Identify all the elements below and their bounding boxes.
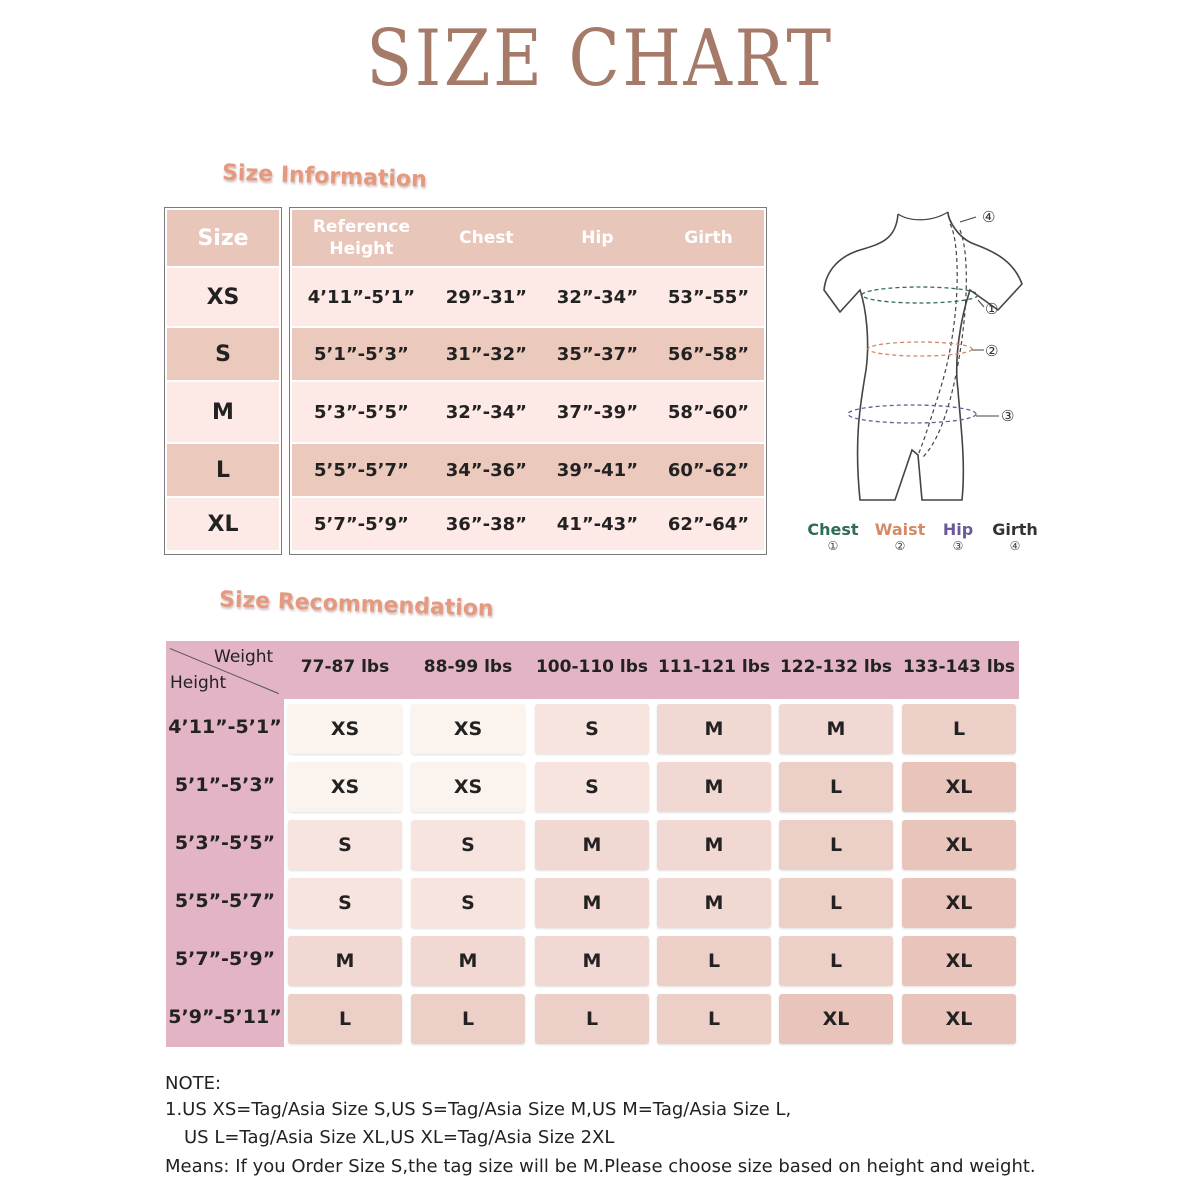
size-row	[167, 498, 279, 550]
height-value: 5’3”-5’5”	[313, 401, 409, 423]
recommended-size-cell: S	[535, 762, 649, 812]
note-line-1: 1.US XS=Tag/Asia Size S,US S=Tag/Asia Size M,US M=Tag/Asia Size L,	[165, 1099, 792, 1120]
legend-waist-label: Waist	[874, 520, 926, 539]
recommended-size-cell: L	[779, 936, 893, 986]
height-row-label: 5’9”-5’11”	[168, 1006, 282, 1028]
size-header: Size	[197, 225, 249, 251]
legend-waist	[870, 520, 930, 553]
page-title: SIZE CHART	[366, 14, 834, 104]
size-row	[167, 382, 279, 442]
recommended-size-cell: M	[657, 820, 771, 870]
legend-hip-number: ③	[952, 539, 964, 553]
height-row-label: 5’3”-5’5”	[174, 832, 276, 854]
height-row-label: 5’1”-5’3”	[174, 774, 276, 796]
weight-column-header: 77-87 lbs	[300, 657, 390, 677]
body-measurement-figure	[800, 200, 1050, 570]
height-row-label: 5’5”-5’7”	[174, 890, 276, 912]
recommended-size-cell: L	[657, 994, 771, 1044]
recommended-size-cell: M	[535, 936, 649, 986]
recommended-size-cell: S	[535, 704, 649, 754]
recommended-size-cell: M	[657, 878, 771, 928]
measurement-row	[292, 498, 764, 550]
size-information-title: Size Information	[221, 160, 428, 193]
weight-column-header: 133-143 lbs	[902, 657, 1016, 677]
recommended-size-cell: M	[779, 704, 893, 754]
recommended-size-cell: L	[779, 878, 893, 928]
chest-value: 36”-38”	[445, 513, 527, 535]
size-row	[167, 444, 279, 496]
size-label: L	[215, 457, 231, 483]
measurement-row	[292, 382, 764, 442]
height-row-label: 4’11”-5’1”	[168, 716, 282, 738]
size-row	[167, 268, 279, 326]
measurement-row	[292, 444, 764, 496]
marker-girth: ④	[982, 208, 996, 226]
legend-chest-label: Chest	[807, 520, 859, 539]
size-column-table	[164, 207, 282, 555]
recommended-size-cell: L	[411, 994, 525, 1044]
recommended-size-cell: XL	[902, 936, 1016, 986]
height-value: 5’5”-5’7”	[313, 459, 409, 481]
weight-column-header: 88-99 lbs	[423, 657, 513, 677]
size-label: XL	[207, 511, 239, 537]
recommended-size-cell: M	[411, 936, 525, 986]
recommended-size-cell: M	[288, 936, 402, 986]
recommended-size-cell: L	[902, 704, 1016, 754]
hip-value: 41”-43”	[556, 513, 639, 535]
hip-value: 35”-37”	[556, 343, 639, 365]
height-row-label: 5’7”-5’9”	[174, 948, 276, 970]
recommended-size-cell: M	[535, 878, 649, 928]
recommended-size-cell: XL	[779, 994, 893, 1044]
marker-waist: ②	[985, 342, 999, 360]
chest-value: 29”-31”	[445, 286, 527, 308]
legend-girth-label: Girth	[992, 520, 1038, 539]
size-label: S	[215, 341, 231, 367]
measurement-header-row	[292, 210, 764, 266]
recommended-size-cell: S	[411, 878, 525, 928]
girth-value: 56”-58”	[667, 343, 750, 365]
recommended-size-cell: L	[779, 762, 893, 812]
recommended-size-cell: XS	[411, 762, 525, 812]
note-line-3: Means: If you Order Size S,the tag size will be M.Please choose size based on height and weight.	[165, 1156, 1036, 1177]
legend-girth-number: ④	[1009, 539, 1021, 553]
height-value: 4’11”-5’1”	[307, 286, 416, 308]
recommended-size-cell: XL	[902, 878, 1016, 928]
header-chest: Chest	[459, 228, 514, 248]
recommended-size-cell: M	[535, 820, 649, 870]
recommended-size-cell: XL	[902, 994, 1016, 1044]
height-value: 5’1”-5’3”	[313, 343, 409, 365]
recommended-size-cell: XS	[288, 704, 402, 754]
recommended-size-cell: M	[657, 704, 771, 754]
size-recommendation-title: Size Recommendation	[218, 587, 495, 622]
note-line-2: US L=Tag/Asia Size XL,US XL=Tag/Asia Size 2XL	[184, 1127, 615, 1148]
hip-value: 39”-41”	[556, 459, 639, 481]
height-axis-label: Height	[170, 673, 227, 693]
header-reference-height: Reference Height	[312, 217, 410, 259]
girth-value: 58”-60”	[667, 401, 750, 423]
recommended-size-cell: XS	[411, 704, 525, 754]
recommended-size-cell: L	[657, 936, 771, 986]
size-header-row	[167, 210, 279, 266]
weight-column-header: 111-121 lbs	[657, 657, 771, 677]
legend-waist-number: ②	[894, 539, 906, 553]
legend-chest	[803, 520, 863, 553]
legend-hip-label: Hip	[942, 520, 974, 539]
legend-chest-number: ①	[827, 539, 839, 553]
weight-axis-label: Weight	[214, 647, 274, 667]
hip-value: 32”-34”	[556, 286, 639, 308]
measurement-row	[292, 268, 764, 326]
hip-value: 37”-39”	[556, 401, 639, 423]
legend-hip	[928, 520, 988, 553]
measurement-row	[292, 328, 764, 380]
weight-column-header: 122-132 lbs	[779, 657, 893, 677]
recommended-size-cell: S	[411, 820, 525, 870]
size-label: XS	[206, 284, 240, 310]
recommended-size-cell: XL	[902, 762, 1016, 812]
recommended-size-cell: S	[288, 820, 402, 870]
size-row	[167, 328, 279, 380]
measurement-table	[289, 207, 767, 555]
girth-value: 60”-62”	[667, 459, 750, 481]
marker-hip: ③	[1001, 407, 1015, 425]
recommended-size-cell: L	[288, 994, 402, 1044]
legend-girth	[985, 520, 1045, 553]
recommended-size-cell: XS	[288, 762, 402, 812]
weight-column-header: 100-110 lbs	[535, 657, 649, 677]
recommended-size-cell: XL	[902, 820, 1016, 870]
bodysuit-outline-icon	[800, 200, 1050, 570]
chest-value: 34”-36”	[445, 459, 527, 481]
height-value: 5’7”-5’9”	[313, 513, 409, 535]
chest-value: 32”-34”	[445, 401, 527, 423]
marker-chest: ①	[985, 300, 999, 318]
chest-value: 31”-32”	[445, 343, 527, 365]
note-heading: NOTE:	[165, 1073, 222, 1094]
header-girth: Girth	[684, 228, 733, 248]
recommendation-height-band	[166, 699, 284, 1047]
girth-value: 53”-55”	[667, 286, 750, 308]
recommended-size-cell: S	[288, 878, 402, 928]
header-hip: Hip	[581, 228, 614, 248]
girth-value: 62”-64”	[667, 513, 750, 535]
recommended-size-cell: L	[535, 994, 649, 1044]
recommended-size-cell: L	[779, 820, 893, 870]
recommended-size-cell: M	[657, 762, 771, 812]
size-label: M	[212, 399, 234, 425]
